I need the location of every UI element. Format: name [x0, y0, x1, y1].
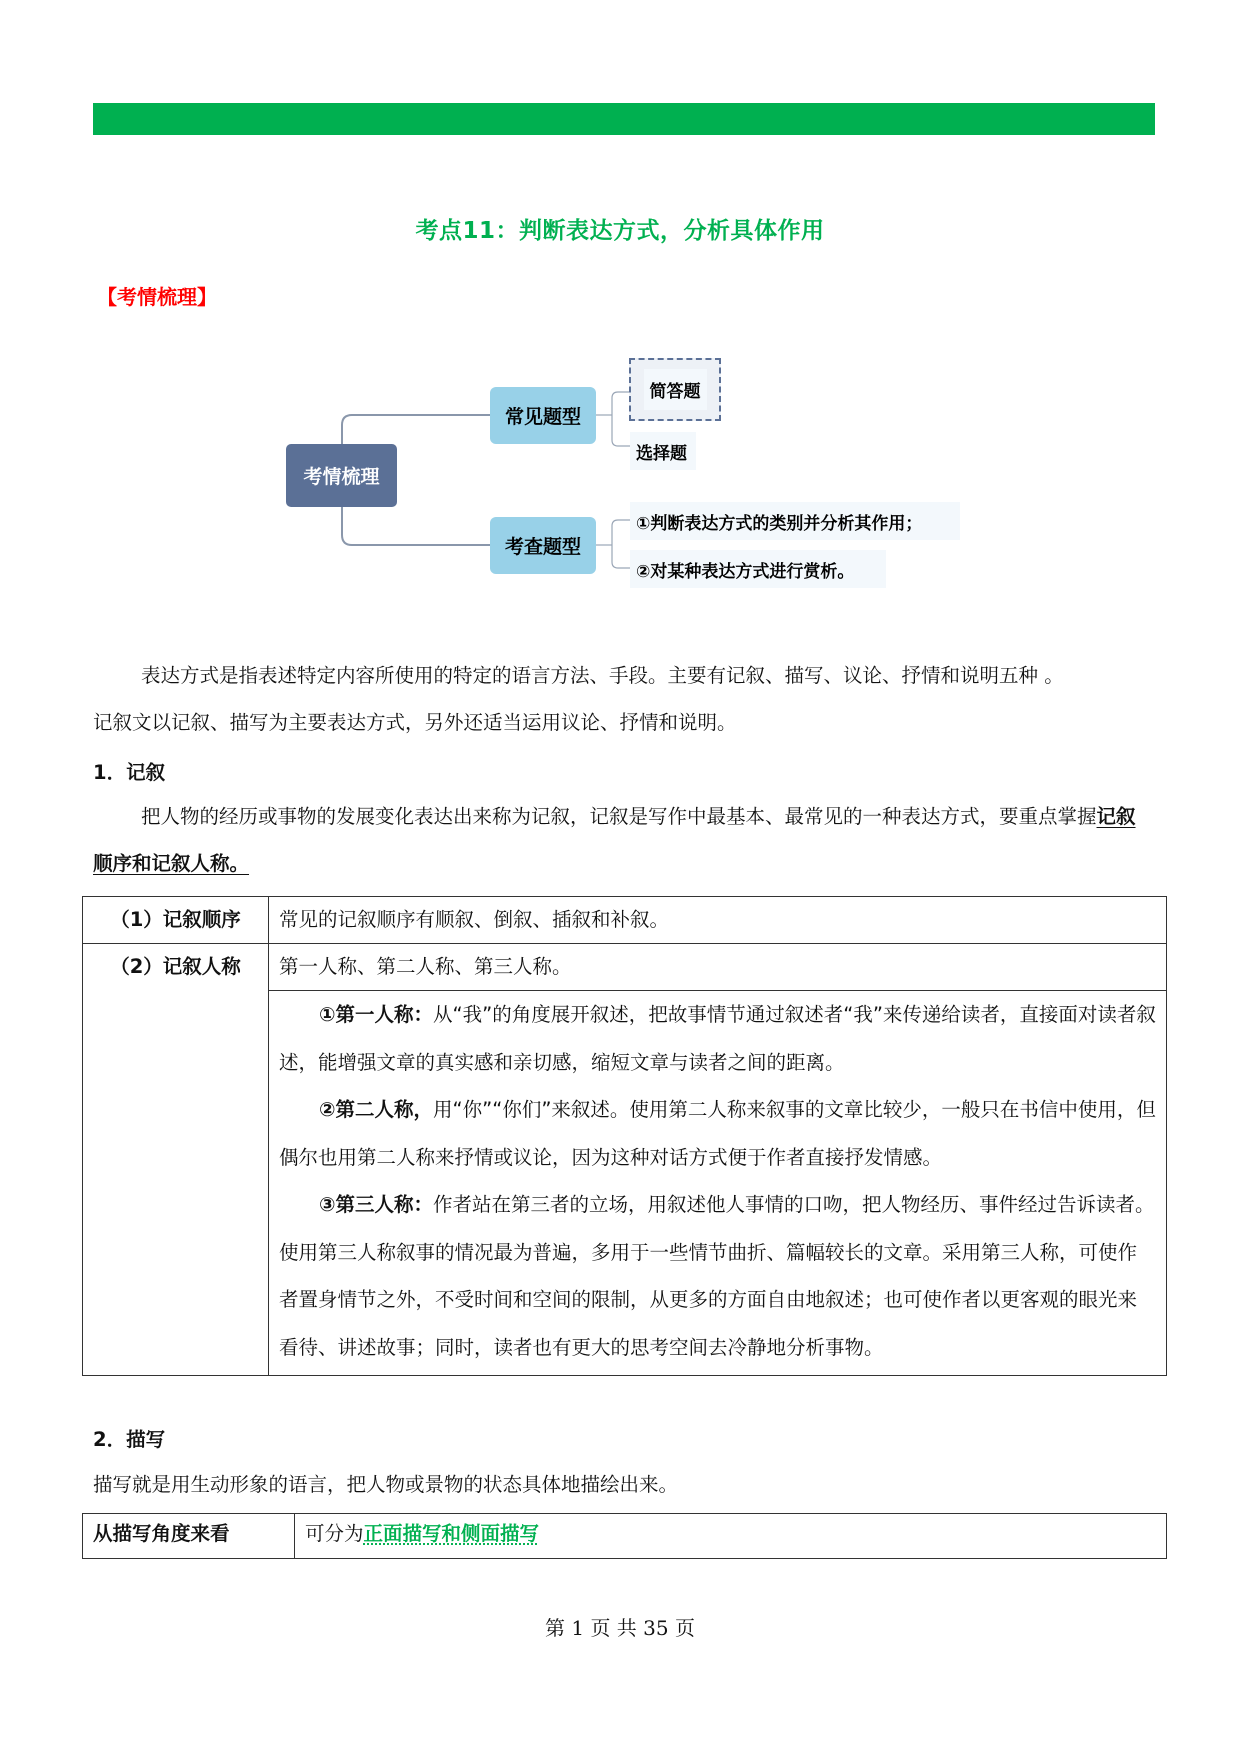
- mindmap-leaf-appreciate: ②对某种表达方式进行赏析。: [630, 550, 886, 588]
- mindmap-connectors: [0, 0, 1240, 620]
- intro-paragraph-line1: 表达方式是指表述特定内容所使用的特定的语言方法、手段。主要有记叙、描写、议论、抒情和说明五种 。: [141, 664, 1064, 687]
- third-person-text: 作者站在第三者的立场，用叙述他人事情的口吻，把人物经历、事件经过告诉读者。使用第三人称叙事的情况最为普遍，多用于一些情节曲折、篇幅较长的文章。采用第三人称，可使作者置身情节之外，不受时间和空间的限制，从更多的方面自由地叙述；也可使作者以更客观的眼光来看待、讲述故事；同时，读者也有更大的思考空间去冷静地分析事物。: [279, 1193, 1155, 1359]
- table-row: [83, 1514, 1167, 1559]
- row-label-order: （1）记叙顺序: [83, 897, 269, 944]
- row-value-prefix: 可分为: [305, 1522, 364, 1545]
- section-heading-narration: 1．记叙: [93, 761, 166, 784]
- section-heading-description: 2．描写: [93, 1428, 166, 1451]
- narration-paragraph: [93, 793, 1153, 887]
- page-number: 第 1 页 共 35 页: [545, 1616, 695, 1640]
- description-table: [82, 1513, 1167, 1559]
- row-label-person: （2）记叙人称: [83, 944, 269, 1376]
- table-row: [83, 944, 1167, 991]
- narration-emphasis: 记叙顺序和记叙人称。: [93, 805, 1136, 875]
- mindmap-root: 考情梳理: [286, 444, 397, 507]
- mindmap-leaf-multiple-choice: 选择题: [630, 432, 696, 470]
- person-details-cell: [269, 991, 1167, 1376]
- description-paragraph: 描写就是用生动形象的语言，把人物或景物的状态具体地描绘出来。: [93, 1473, 679, 1496]
- intro-paragraph-line2: 记叙文以记叙、描写为主要表达方式，另外还适当运用议论、抒情和说明。: [93, 711, 737, 734]
- mindmap-leaf-short-answer: [629, 358, 721, 421]
- direct-indirect-description-link[interactable]: 正面描写和侧面描写: [363, 1522, 540, 1545]
- header-green-bar: [93, 103, 1155, 135]
- second-person-term: ②第二人称，: [319, 1098, 434, 1121]
- mindmap-branch-common-types: 常见题型: [490, 387, 596, 444]
- narration-paragraph-text: 把人物的经历或事物的发展变化表达出来称为记叙，记叙是写作中最基本、最常见的一种表达方式，要重点掌握: [141, 805, 1097, 828]
- second-person-text: 用“你”“你们”来叙述。使用第二人称来叙事的文章比较少，一般只在书信中使用，但偶尔也用第二人称来抒情或议论，因为这种对话方式便于作者直接抒发情感。: [279, 1098, 1156, 1169]
- second-person-detail: [279, 1086, 1156, 1181]
- third-person-term: ③第三人称：: [319, 1193, 434, 1216]
- row-value-person: 第一人称、第二人称、第三人称。: [269, 944, 1167, 991]
- mindmap-branch-exam-types: 考查题型: [490, 517, 596, 574]
- narration-table: [82, 896, 1167, 1376]
- row-value-angle: [295, 1514, 1167, 1559]
- row-value-order: 常见的记叙顺序有顺叙、倒叙、插叙和补叙。: [269, 897, 1167, 944]
- mindmap-leaf-label: 简答题: [644, 369, 707, 410]
- mindmap-leaf-judge-type: ①判断表达方式的类别并分析其作用；: [630, 502, 960, 540]
- first-person-text: 从“我”的角度展开叙述，把故事情节通过叙述者“我”来传递给读者，直接面对读者叙述，能增强文章的真实感和亲切感，缩短文章与读者之间的距离。: [279, 1003, 1156, 1074]
- first-person-term: ①第一人称：: [319, 1003, 434, 1026]
- row-label-angle: 从描写角度来看: [83, 1514, 295, 1559]
- section-tag: 【考情梳理】: [97, 285, 217, 309]
- table-row: [83, 897, 1167, 944]
- page-title: 考点11：判断表达方式，分析具体作用: [415, 218, 825, 244]
- third-person-detail: [279, 1181, 1156, 1371]
- first-person-detail: [279, 991, 1156, 1086]
